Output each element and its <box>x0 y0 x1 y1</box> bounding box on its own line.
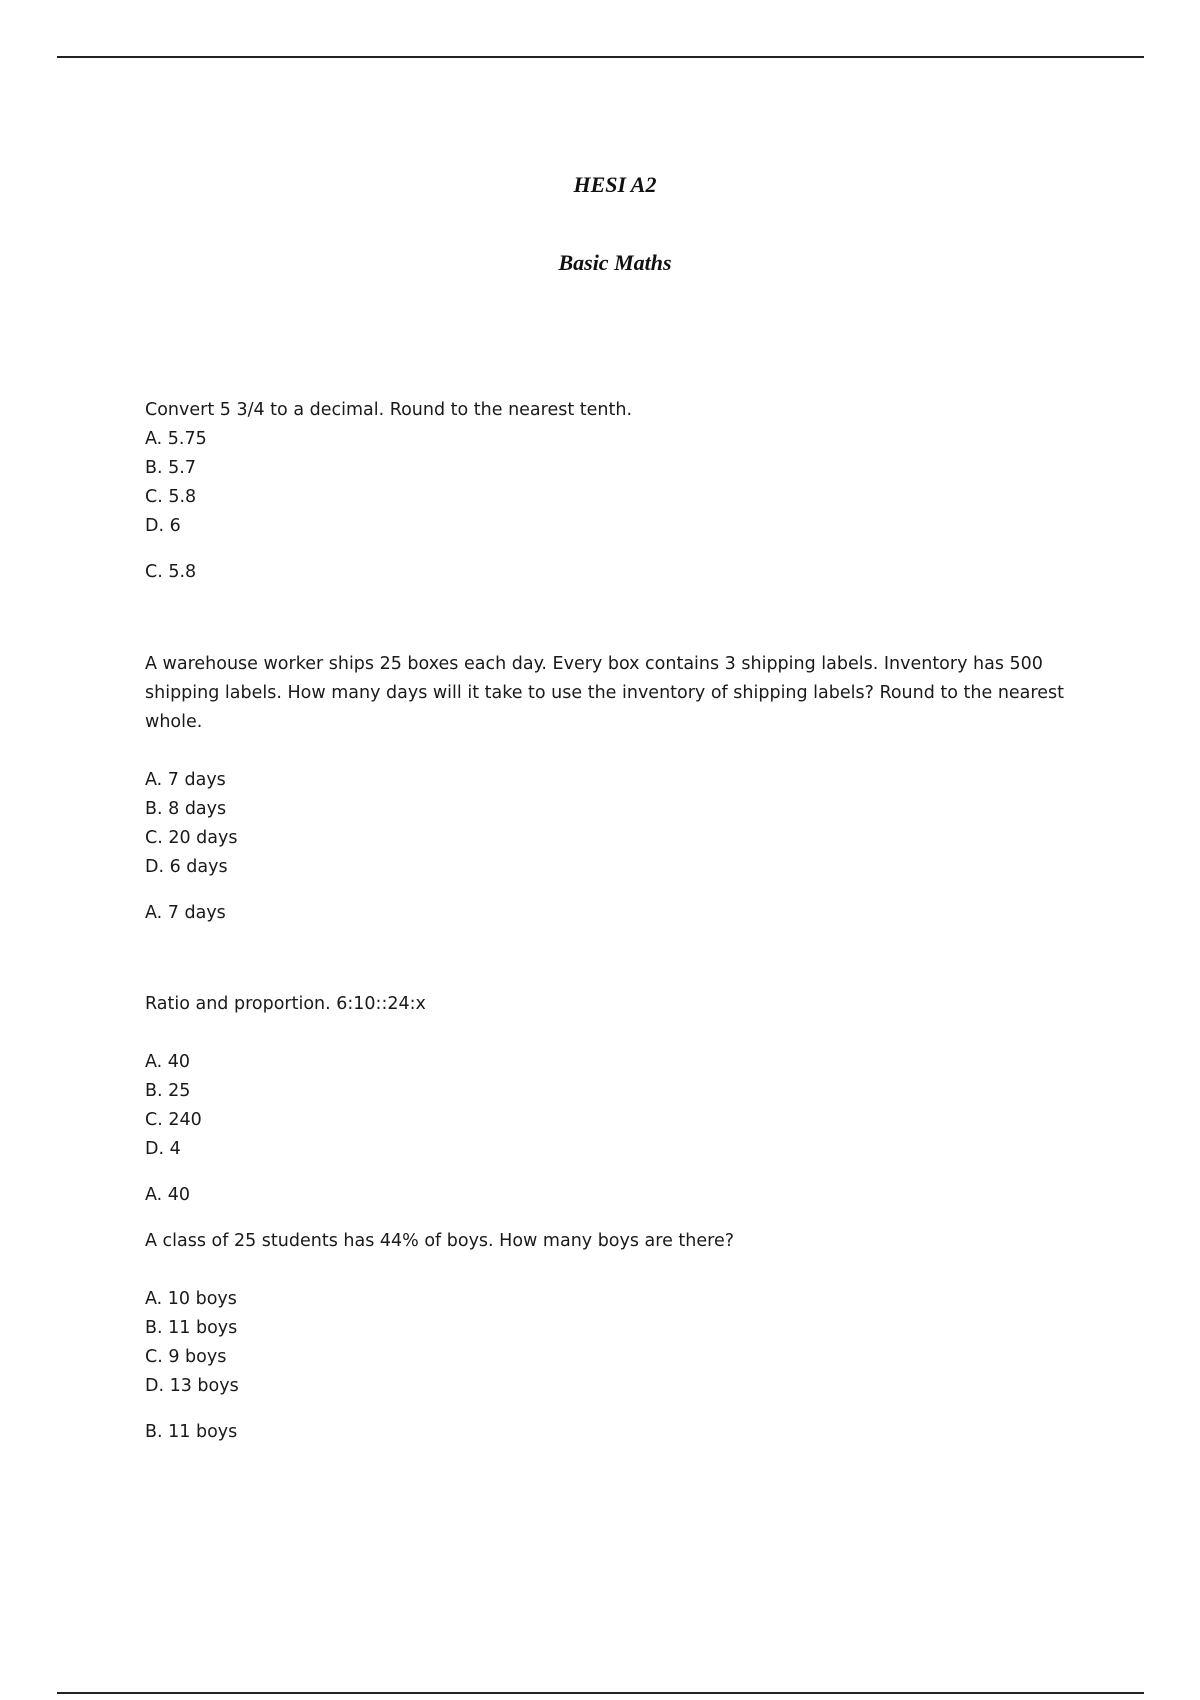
option-d: D. 6 <box>145 516 181 536</box>
question-block-2 <box>145 650 1095 928</box>
option-c: C. 20 days <box>145 828 238 848</box>
question-text: A class of 25 students has 44% of boys. How many boys are there? <box>145 1231 735 1251</box>
correct-answer: A. 40 <box>145 1185 191 1205</box>
option-d: D. 13 boys <box>145 1376 239 1396</box>
option-a: A. 10 boys <box>145 1289 237 1309</box>
option-a: A. 5.75 <box>145 429 207 449</box>
option-b: B. 8 days <box>145 799 227 819</box>
question-text: A warehouse worker ships 25 boxes each day. Every box contains 3 shipping labels. Inventory has 500 shipping labels. How many days will it take to use the inventory of shipping labels? Round to the nearest whole. <box>145 654 1064 732</box>
top-divider <box>57 56 1144 58</box>
question-block-4 <box>145 1227 1095 1447</box>
option-b: B. 25 <box>145 1081 191 1101</box>
option-d: D. 4 <box>145 1139 181 1159</box>
option-b: B. 5.7 <box>145 458 196 478</box>
question-block-3 <box>145 990 1095 1210</box>
option-c: C. 240 <box>145 1110 202 1130</box>
answer-options <box>145 766 1095 882</box>
option-c: C. 5.8 <box>145 487 197 507</box>
question-text: Ratio and proportion. 6:10::24:x <box>145 994 426 1014</box>
option-a: A. 7 days <box>145 770 226 790</box>
bottom-divider <box>57 1692 1144 1694</box>
option-b: B. 11 boys <box>145 1318 238 1338</box>
answer-options <box>145 1285 1095 1401</box>
correct-answer: A. 7 days <box>145 903 226 923</box>
option-a: A. 40 <box>145 1052 191 1072</box>
document-subtitle: Basic Maths <box>558 250 672 275</box>
correct-answer: B. 11 boys <box>145 1422 238 1442</box>
answer-options <box>145 1048 1095 1164</box>
correct-answer: C. 5.8 <box>145 562 197 582</box>
option-d: D. 6 days <box>145 857 228 877</box>
question-text: Convert 5 3/4 to a decimal. Round to the nearest tenth. <box>145 400 633 420</box>
document-title: HESI A2 <box>573 172 657 197</box>
answer-options <box>145 425 1095 541</box>
question-block-1 <box>145 396 1095 587</box>
option-c: C. 9 boys <box>145 1347 227 1367</box>
